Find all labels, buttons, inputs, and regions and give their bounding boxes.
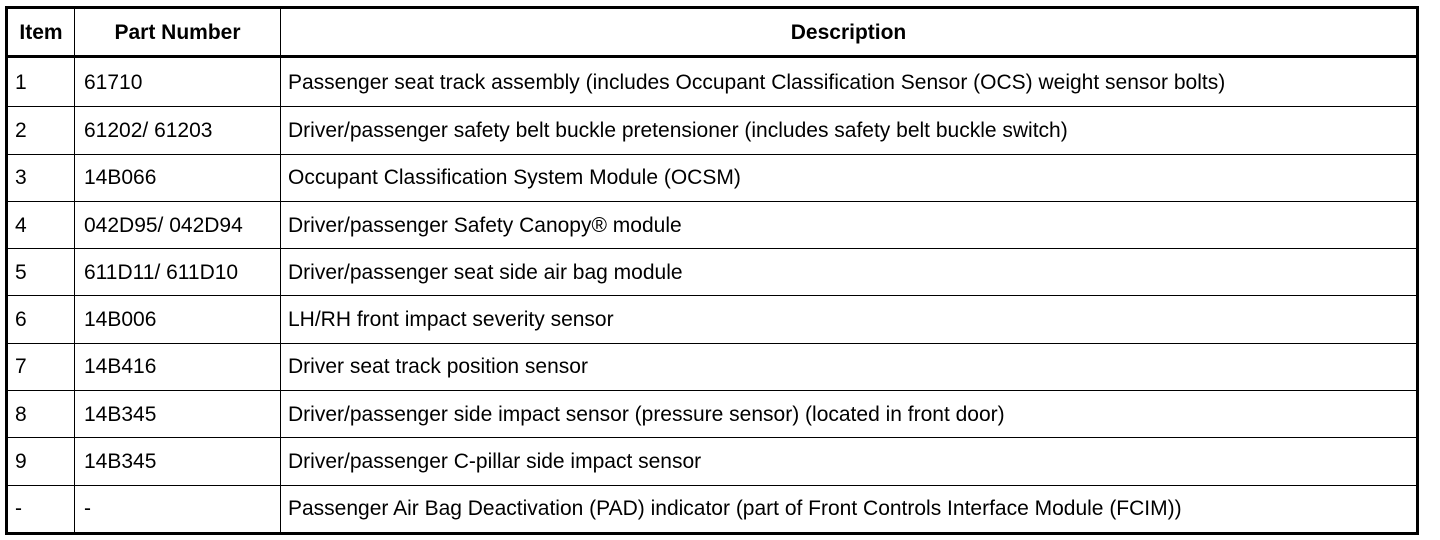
cell-item: 7 bbox=[7, 343, 75, 390]
cell-item: 9 bbox=[7, 438, 75, 485]
table-body bbox=[7, 57, 1418, 534]
header-item: Item bbox=[7, 8, 75, 57]
cell-part-number: 611D11/ 611D10 bbox=[75, 249, 281, 296]
table-row bbox=[7, 485, 1418, 533]
cell-item: 1 bbox=[7, 57, 75, 107]
cell-description: Driver/passenger Safety Canopy® module bbox=[281, 201, 1418, 248]
cell-item: 4 bbox=[7, 201, 75, 248]
table-row bbox=[7, 201, 1418, 248]
cell-part-number: 14B345 bbox=[75, 391, 281, 438]
header-description: Description bbox=[281, 8, 1418, 57]
cell-part-number: 14B006 bbox=[75, 296, 281, 343]
parts-table bbox=[5, 6, 1419, 535]
cell-description: Driver/passenger seat side air bag module bbox=[281, 249, 1418, 296]
cell-description: Occupant Classification System Module (OCSM) bbox=[281, 154, 1418, 201]
cell-description: Driver/passenger C-pillar side impact sensor bbox=[281, 438, 1418, 485]
header-part-number: Part Number bbox=[75, 8, 281, 57]
cell-description: Passenger seat track assembly (includes Occupant Classification Sensor (OCS) weight sensor bolts) bbox=[281, 57, 1418, 107]
table-row bbox=[7, 154, 1418, 201]
cell-item: 8 bbox=[7, 391, 75, 438]
cell-description: Driver seat track position sensor bbox=[281, 343, 1418, 390]
cell-part-number: - bbox=[75, 485, 281, 533]
cell-part-number: 61202/ 61203 bbox=[75, 107, 281, 154]
cell-part-number: 14B066 bbox=[75, 154, 281, 201]
cell-part-number: 14B345 bbox=[75, 438, 281, 485]
table-row bbox=[7, 391, 1418, 438]
cell-part-number: 042D95/ 042D94 bbox=[75, 201, 281, 248]
cell-part-number: 14B416 bbox=[75, 343, 281, 390]
table-row bbox=[7, 438, 1418, 485]
cell-item: 2 bbox=[7, 107, 75, 154]
header-row bbox=[7, 8, 1418, 57]
cell-part-number: 61710 bbox=[75, 57, 281, 107]
cell-item: - bbox=[7, 485, 75, 533]
table-row bbox=[7, 296, 1418, 343]
cell-item: 3 bbox=[7, 154, 75, 201]
table-row bbox=[7, 107, 1418, 154]
cell-item: 5 bbox=[7, 249, 75, 296]
cell-description: Driver/passenger safety belt buckle pretensioner (includes safety belt buckle switch) bbox=[281, 107, 1418, 154]
cell-description: LH/RH front impact severity sensor bbox=[281, 296, 1418, 343]
cell-description: Passenger Air Bag Deactivation (PAD) indicator (part of Front Controls Interface Module (FCIM)) bbox=[281, 485, 1418, 533]
table-row bbox=[7, 249, 1418, 296]
table-row bbox=[7, 57, 1418, 107]
table-header bbox=[7, 8, 1418, 57]
cell-item: 6 bbox=[7, 296, 75, 343]
cell-description: Driver/passenger side impact sensor (pressure sensor) (located in front door) bbox=[281, 391, 1418, 438]
table-row bbox=[7, 343, 1418, 390]
